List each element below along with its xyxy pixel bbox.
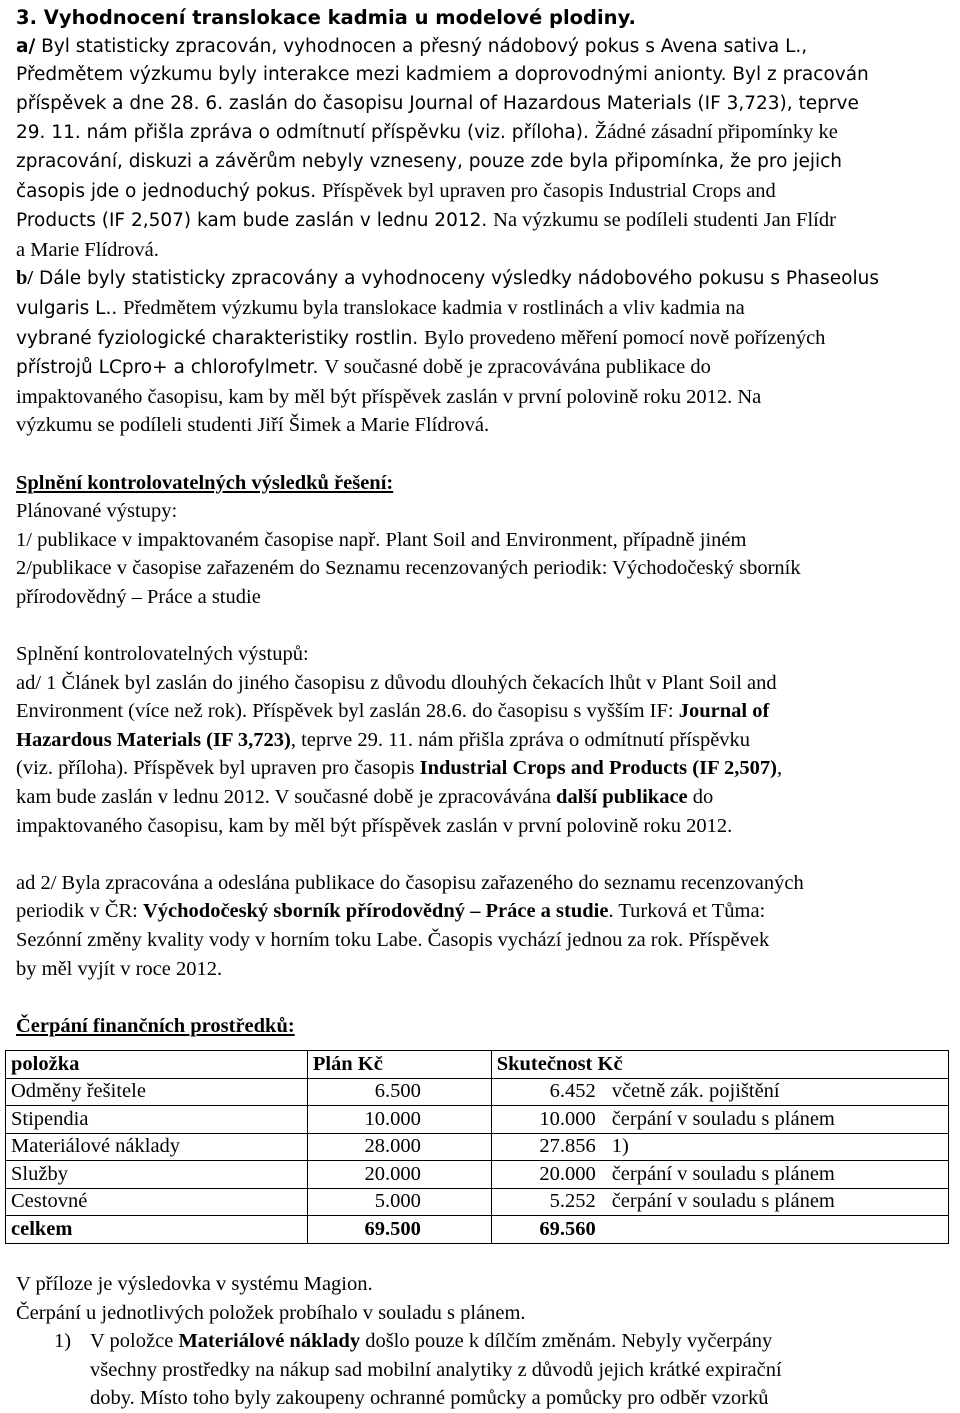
note-cell: čerpání v souladu s plánem bbox=[611, 1190, 835, 1213]
list-item bbox=[16, 1327, 950, 1413]
plan-cell: 5.000 bbox=[374, 1190, 421, 1213]
text-segment: Industrial Crops and Products (IF 2,507) bbox=[419, 757, 777, 780]
finance-heading: Čerpání finančních prostředků: bbox=[16, 1014, 295, 1037]
text-line: ad 2/ Byla zpracována a odeslána publikace do časopisu zařazeného do seznamu recenzovaných bbox=[16, 871, 804, 894]
header-cell: Skutečnost Kč bbox=[491, 1051, 948, 1079]
text-segment: V současné době je zpracovávána publikace do bbox=[324, 356, 711, 379]
item-cell: Materiálové náklady bbox=[6, 1133, 308, 1161]
text-segment: další publikace bbox=[556, 786, 688, 809]
finance-table bbox=[5, 1050, 949, 1244]
planned-outputs-label: Plánované výstupy: bbox=[16, 500, 178, 523]
results-section bbox=[16, 469, 950, 1041]
plan-cell: 6.500 bbox=[374, 1080, 421, 1103]
actual-cell: 10.000 bbox=[539, 1107, 596, 1130]
document-page bbox=[16, 4, 950, 1040]
actual-cell: 5.252 bbox=[549, 1190, 596, 1213]
item-cell: Cestovné bbox=[6, 1188, 308, 1216]
text-segment: Dále byly statisticky zpracovány a vyhodnoceny výsledky nádobového pokusu s Phaseolus bbox=[33, 268, 879, 290]
item-cell: Služby bbox=[6, 1161, 308, 1189]
text-line: ad/ 1 Článek byl zaslán do jiného časopisu z důvodu dlouhých čekacích lhůt v Plant Soil and bbox=[16, 671, 777, 694]
text-segment: Materiálové náklady bbox=[178, 1330, 361, 1353]
table-row bbox=[6, 1133, 949, 1161]
text-segment: Journal of bbox=[678, 700, 770, 723]
fulfilment-label: Splnění kontrolovatelných výstupů: bbox=[16, 643, 309, 666]
note-cell: 1) bbox=[611, 1135, 629, 1158]
text-segment: periodik v ČR: bbox=[16, 900, 143, 923]
actual-cell: 27.856 bbox=[539, 1135, 596, 1158]
text-segment: Příspěvek byl upraven pro časopis Industrial Crops and bbox=[322, 179, 776, 202]
table-total-row bbox=[6, 1216, 949, 1244]
text-segment: (viz. příloha). Příspěvek byl upraven pro časopis bbox=[16, 757, 420, 780]
after-table-text bbox=[16, 1270, 950, 1413]
text-line: 2/publikace v časopise zařazeném do Seznamu recenzovaných periodik: Východočeský sborník bbox=[16, 557, 801, 580]
label-b: b/ bbox=[16, 267, 34, 290]
text-line: všechny prostředky na nákup sad mobilní analytiky z důvodů jejich krátké expirační bbox=[90, 1358, 782, 1381]
text-segment: 29. 11. nám přišla zpráva o odmítnutí příspěvku (viz. příloha). bbox=[16, 122, 595, 144]
text-segment: Východočeský sborník přírodovědný – Práce a studie bbox=[142, 900, 609, 923]
text-segment: . Turková et Tůma: bbox=[608, 900, 766, 923]
header-cell: položka bbox=[6, 1051, 308, 1079]
plan-cell: 10.000 bbox=[364, 1107, 421, 1130]
total-plan-cell: 69.500 bbox=[364, 1217, 421, 1240]
table-row bbox=[6, 1078, 949, 1106]
text-line: by měl vyjít v roce 2012. bbox=[16, 957, 223, 980]
text-line: impaktovaného časopisu, kam by měl být příspěvek zaslán v první polovině roku 2012. Na bbox=[16, 385, 762, 408]
plan-cell: 28.000 bbox=[364, 1135, 421, 1158]
item-cell: Odměny řešitele bbox=[6, 1078, 308, 1106]
text-segment: Products (IF 2,507) kam bude zaslán v lednu 2012. bbox=[16, 210, 494, 232]
text-line: impaktovaného časopisu, kam by měl být příspěvek zaslán v první polovině roku 2012. bbox=[16, 814, 733, 837]
table-header-row bbox=[6, 1051, 949, 1079]
actual-cell: 6.452 bbox=[549, 1080, 596, 1103]
text-segment: Environment (více než rok). Příspěvek byl zaslán 28.6. do časopisu s vyšším IF: bbox=[16, 700, 679, 723]
total-actual-cell: 69.560 bbox=[539, 1217, 596, 1240]
text-segment: přístrojů LCpro+ a chlorofylmetr. bbox=[16, 357, 325, 379]
text-line: Sezónní změny kvality vody v horním toku Labe. Časopis vychází jednou za rok. Příspěvek bbox=[16, 929, 770, 951]
text-segment: Hazardous Materials (IF 3,723) bbox=[16, 728, 291, 751]
text-segment: , bbox=[776, 757, 783, 780]
text-segment: do bbox=[687, 786, 714, 809]
notes-list bbox=[16, 1327, 950, 1413]
note-cell: čerpání v souladu s plánem bbox=[611, 1162, 835, 1185]
text-line: příspěvek a dne 28. 6. zaslán do časopisu Journal of Hazardous Materials (IF 3,723), teprve bbox=[16, 92, 859, 114]
note-cell: čerpání v souladu s plánem bbox=[611, 1107, 835, 1130]
label-a: a/ bbox=[16, 35, 36, 57]
text-line: doby. Místo toho byly zakoupeny ochranné pomůcky a pomůcky pro odběr vzorků bbox=[90, 1387, 769, 1410]
text-segment: vulgaris L.. bbox=[16, 297, 124, 319]
text-segment: , teprve 29. 11. nám přišla zpráva o odmítnutí příspěvku bbox=[290, 728, 751, 751]
section-heading: 3. Vyhodnocení translokace kadmia u modelové plodiny. bbox=[16, 6, 636, 29]
text-line: V příloze je výsledovka v systému Magion. bbox=[16, 1273, 373, 1295]
list-marker: 1) bbox=[54, 1330, 72, 1353]
table-row bbox=[6, 1106, 949, 1134]
note-cell: včetně zák. pojištění bbox=[611, 1080, 780, 1103]
table-row bbox=[6, 1188, 949, 1216]
text-line: a Marie Flídrová. bbox=[16, 238, 159, 261]
actual-cell: 20.000 bbox=[539, 1162, 596, 1185]
text-line: Čerpání u jednotlivých položek probíhalo v souladu s plánem. bbox=[16, 1301, 526, 1324]
text-segment: došlo pouze k dílčím změnám. Nebyly vyčerpány bbox=[360, 1330, 773, 1353]
text-segment: Bylo provedeno měření pomocí nově pořízených bbox=[424, 326, 826, 349]
table-row bbox=[6, 1161, 949, 1189]
text-segment: Žádné zásadní připomínky ke bbox=[594, 121, 838, 144]
text-line: výzkumu se podíleli studenti Jiří Šimek a Marie Flídrová. bbox=[16, 414, 490, 437]
paragraph-a bbox=[16, 33, 950, 265]
text-line: 1/ publikace v impaktovaném časopise např. Plant Soil and Environment, případně jiném bbox=[16, 528, 747, 551]
text-line: přírodovědný – Práce a studie bbox=[16, 585, 261, 608]
text-segment: časopis jde o jednoduchý pokus. bbox=[16, 180, 323, 202]
text-segment: vybrané fyziologické charakteristiky rostlin. bbox=[16, 327, 425, 349]
text-line: Předmětem výzkumu byly interakce mezi kadmiem a doprovodnými anionty. Byl z pracován bbox=[16, 64, 869, 86]
text-line: zpracování, diskuzi a závěrům nebyly vzneseny, pouze zde byla připomínka, že pro jejich bbox=[16, 150, 842, 172]
total-label-cell: celkem bbox=[6, 1216, 308, 1244]
text-segment: V položce bbox=[90, 1330, 179, 1353]
paragraph-b bbox=[16, 264, 950, 440]
plan-cell: 20.000 bbox=[364, 1162, 421, 1185]
results-heading: Splnění kontrolovatelných výsledků řešení: bbox=[16, 471, 394, 494]
item-cell: Stipendia bbox=[6, 1106, 308, 1134]
text-segment: kam bude zaslán v lednu 2012. V současné době je zpracovávána bbox=[16, 786, 557, 809]
header-cell: Plán Kč bbox=[307, 1051, 491, 1079]
text-segment: Na výzkumu se podíleli studenti Jan Flídr bbox=[493, 209, 836, 232]
text-segment: Předmětem výzkumu byla translokace kadmia v rostlinách a vliv kadmia na bbox=[123, 296, 745, 319]
text-line: Byl statisticky zpracován, vyhodnocen a přesný nádobový pokus s Avena sativa L., bbox=[35, 35, 808, 57]
